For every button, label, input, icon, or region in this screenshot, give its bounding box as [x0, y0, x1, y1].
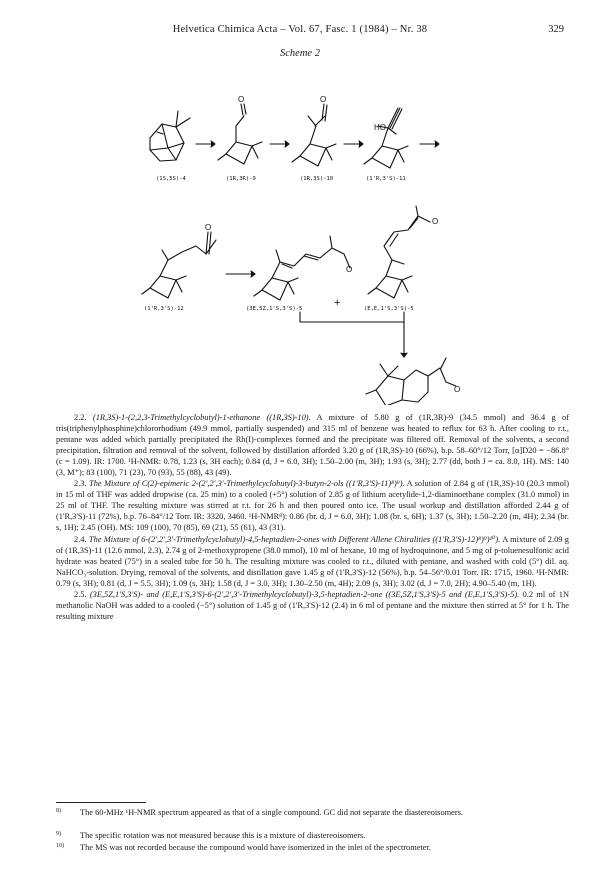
section-number: 2.2. [74, 413, 87, 422]
section-body: A solution of 2.84 g of (1R,3S)-10 (20.3 mmol) in 15 ml of THF was added dropwise (ca. 25 min) to a cooled (+5°) solution of 2.85 g of lithium acetylide-1,2-diaminoethane complex (31.0 mmol) in 25 ml of THF. The resulting mixture was stirred at r.t. for 26 h and then poured onto ice. The usual workup and distillation afforded 2.44 g of (1'R,3'S)-11 (72%), b.p. 76–84°/12 Torr. IR: 3320, 3460. ¹H-NMR⁸): 0.86 (br. d, J = 6.0, 3H); 1.08 (br. s, 6H); 1.37 (s, 3H); 1.50–2.20 (m, 4H); 2.34 (br. s, 1H); 2.45 (OH). MS: 109 (100), 70 (85), 69 (21), 55 (61), 43 (31). [56, 479, 569, 533]
running-header [0, 24, 600, 40]
footnote-mark: 8) [56, 808, 61, 814]
structure-4 [150, 111, 190, 161]
section-number: 2.3. [74, 479, 87, 489]
section-body: A mixture of 5.80 g of (1R,3R)-9 (34.5 mmol) and 36.4 g of tris(triphenylphosphine)chlororhodium (49.9 mmol, partially suspended) and 315 ml of benzene was heated to reflux for 63 h. After cooling to r.t., pentane was added which partially precipitated the Rh(I)-complexes formed and the precipitate was filtered off. Removal of the solvents, a second precipitation, filtration and removal of the solvent, followed by distillation afforded 3.20 g of (1R,3S)-10 (66%), b.p. 58–60°/12 Torr, [α]D20 = −86.8° (c = 1.09). IR: 1700. ¹H-NMR: 0.78, 1.23 (s, 3H each); 0.84 (d, J = 6.0, 3H); 1.50–2.00 (m, 3H); 1.93 (s, 3H); 2.77 (dd, both J = ca. 8.0, 1H). MS: 140 (3, M⁺); 83 (100), 71 (23), 70 (93), 55 (88), 43 (49). [56, 413, 569, 478]
label-12: (1'R,3'S)-12 [144, 306, 184, 312]
scheme-title: Scheme 2 [280, 48, 320, 59]
atom-o-12: O [205, 223, 212, 232]
label-4: (1S,5S)-4 [156, 176, 186, 182]
structure-11 [364, 108, 408, 168]
section-title: (1R,3S)-1-(2,2,3-Trimethylcyclobutyl)-1-ethanone ((1R,3S)-10). [92, 413, 311, 422]
atom-ho-11: HO [374, 123, 386, 132]
structure-5-ez [254, 236, 353, 300]
section-title: (3E,5Z,1'S,3'S)- and (E,E,1'S,3'S)-6-(2',2',3'-Trimethylcyclobutyl)-3,5-heptadien-2-one ((3E,5Z,1'S,3'S)-5 and (E,E,1'S,3'S)-5). [89, 589, 520, 599]
atom-o-9: O [238, 95, 245, 104]
page-number: 329 [548, 24, 564, 35]
section-body: A mixture of 2.09 g of (1R,3S)-11 (12.6 mmol, 2.3), 2.74 g of 2-methoxypropene (38.0 mmol), 10 ml of hexane, 10 mg of hydroquinone, and 5 mg of p-toluenesulfonic acid hydrate was heated (75°) in a sealed tube for 50 h. The resulting mixture was cooled to r.t., diluted with pentane, and washed with cold (5°) dil. aq. NaHCO₃-solution. Drying, removal of the solvents, and distillation gave 1.45 g of (1'R,3'S)-12 (56%), b.p. 54–56°/0.01 Torr. IR: 1715, 1960. ¹H-NMR: 0.79 (s, 3H); 0.81 (d, J = 5.5, 3H); 1.09 (s, 3H); 1.58 (d, J = 3.0, 3H); 1.30–2.50 (m, 4H); 2.09 (s, 3H); 3.02 (d, J = 7.0, 2H); 4.90–5.40 (m, 1H). [56, 534, 569, 588]
label-5-ez: (3E,5Z,1'S,3'S)-5 [246, 306, 303, 312]
journal-title: Helvetica Chimica Acta – Vol. 67, Fasc. 1 (1984) – Nr. 38 [172, 24, 428, 35]
structure-9 [218, 104, 262, 164]
footnote-text: The MS was not recorded because the compound would have isomerized in the inlet of the spectrometer. [80, 843, 431, 852]
reaction-scheme [0, 60, 600, 405]
atom-o-5ez: O [346, 265, 353, 274]
footnote-8 [56, 808, 569, 819]
footnote-mark: 9) [56, 831, 61, 837]
structure-12 [142, 232, 216, 298]
structure-5-ee [368, 206, 430, 298]
structure-10 [292, 104, 336, 166]
section-number: 2.4. [74, 534, 87, 544]
section-body: 0.2 ml of 1N methanolic NaOH was added to a cooled (−5°) solution of 1.45 g of (1'R,3'S)-12 (2.4) in 6 ml of pentane and the mixture then stirred at 5° for 1 h. The resulting mixture [56, 589, 569, 621]
footnote-text: The 60-MHz ¹H-NMR spectrum appeared as that of a single compound. GC did not separate the diastereoisomers. [80, 808, 464, 817]
footnote-text: The specific rotation was not measured because this is a mixture of diastereoisomers. [80, 831, 366, 840]
structure-3 [366, 358, 456, 405]
label-5-ee: (E,E,1'S,3'S)-5 [364, 306, 414, 312]
footnote-rule [56, 802, 146, 803]
section-title: The Mixture of C(2)-epimeric 2-(2',2',3'-Trimethylcyclobutyl)-3-butyn-2-ols ((1'R,3'S)-11)⁸)⁹). [89, 479, 405, 489]
atom-o-3: O [454, 385, 461, 394]
footnote-9 [56, 831, 569, 842]
section-2-3 [56, 478, 569, 533]
atom-o-10: O [320, 95, 327, 104]
isomer-bracket [300, 312, 404, 322]
section-number: 2.5. [74, 589, 87, 599]
section-2-4 [56, 534, 569, 589]
label-9: (1R,3R)-9 [226, 176, 256, 182]
footnote-10 [56, 843, 569, 854]
label-11: (1'R,3'S)-11 [366, 176, 406, 182]
section-2-5 [56, 589, 569, 622]
atom-o-5ee: O [432, 217, 439, 226]
experimental-text [56, 412, 569, 622]
label-10: (1R,3S)-10 [300, 176, 334, 182]
footnote-mark: 10) [56, 843, 64, 849]
plus-sign: + [334, 297, 341, 309]
section-title: The Mixture of 6-(2',2',3'-Trimethylcyclobutyl)-4,5-heptadien-2-ones with Different Allene Chiralities ((1'R,3'S)-12)⁸)⁹)¹⁰). [88, 534, 501, 544]
section-2-2 [56, 412, 569, 478]
